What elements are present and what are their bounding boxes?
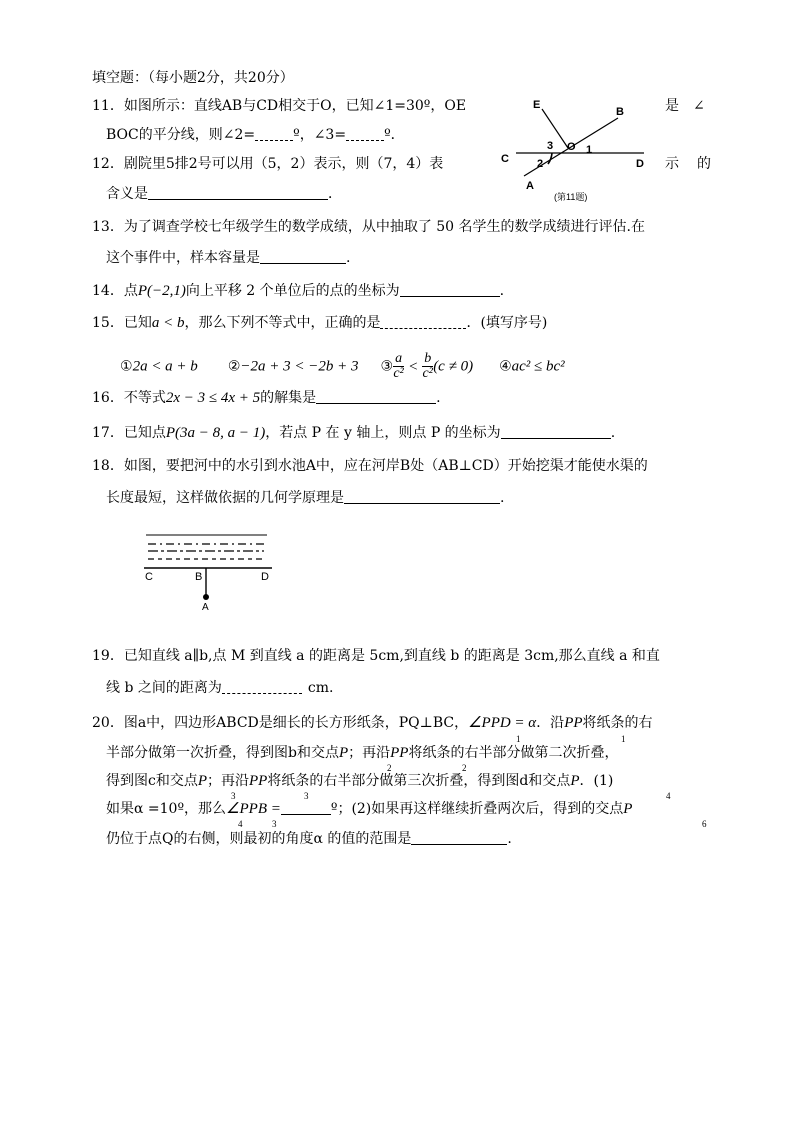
q11-figure — [496, 96, 656, 206]
q13-text-b2: . — [346, 250, 351, 266]
q12-tail-2: 的 — [697, 156, 711, 172]
q20-l3b: ；再沿 — [207, 773, 250, 789]
q20-l4m: ∠PPB = — [226, 801, 281, 817]
q20-sub-9: 3 — [272, 819, 277, 829]
q17-line — [92, 423, 615, 443]
q17-answer[interactable] — [501, 423, 611, 439]
q15-opt3-frac2: $\frac{b}{\text{c²}}$ — [422, 351, 433, 381]
q16-answer[interactable] — [316, 388, 436, 404]
q20-l1m: ∠PPD = α — [468, 715, 537, 731]
q12-text-b2: ． — [328, 186, 342, 202]
label-a: A — [202, 602, 209, 613]
q20-answer-2[interactable] — [411, 829, 507, 845]
q17-math: P(3a − 8, a − 1) — [165, 425, 266, 441]
q11-tail-2: ∠ — [693, 98, 705, 114]
q15-opt2: −2a + 3 < −2b + 3 — [240, 358, 359, 375]
q20-line2 — [106, 743, 618, 763]
q20-l2c: 将纸条的右半部分做第二次折叠， — [408, 745, 619, 761]
section-title: 填空题：（每小题2分，共20分） — [92, 70, 294, 86]
q19-text-b1: 线 b 之间的距离为 — [106, 680, 222, 696]
q18-line1: 18．如图，要把河中的水引到水池A中，应在河岸B处（AB⊥CD）开始挖渠才能使水渠的 — [92, 458, 648, 474]
q13-line1: 13．为了调查学校七年级学生的数学成绩，从中抽取了 50 名学生的数学成绩进行评估.在 — [92, 219, 645, 235]
q20-l1m2: PP — [564, 715, 583, 731]
q20-sub-5: 3 — [231, 791, 236, 801]
q11-figure-caption: (第11题) — [554, 192, 588, 202]
q20-l2b: ；再沿 — [348, 745, 391, 761]
pool-a — [203, 594, 209, 600]
q16-text-a1: 16．不等式 — [92, 390, 166, 406]
q12-tail-1: 示 — [665, 156, 679, 172]
label-b: B — [195, 571, 203, 583]
q17-text-a1: 17．已知点 — [92, 425, 166, 441]
q11-answer-angle3[interactable] — [346, 125, 384, 141]
q13-text-b1: 这个事件中，样本容量是 — [106, 250, 260, 266]
q11-text-b1: BOC的平分线，则∠2= — [106, 127, 256, 143]
q14-answer[interactable] — [400, 281, 500, 297]
q18-answer[interactable] — [344, 488, 500, 504]
q14-line — [92, 281, 504, 301]
q20-sub-10: 6 — [702, 819, 707, 829]
q12-line1 — [92, 154, 443, 174]
q19-line1: 19．已知直线 a∥b,点 M 到直线 a 的距离是 5cm,到直线 b 的距离是 3cm,那么直线 a 和直 — [92, 648, 660, 664]
q19-text-b2: cm. — [307, 680, 334, 696]
q11-line2 — [106, 125, 405, 145]
q15-opt1-label: ① — [120, 358, 133, 375]
q11-text-b2: º，∠3= — [293, 127, 347, 143]
label-1: 1 — [586, 144, 593, 156]
q20-sub-2: 1 — [621, 734, 626, 744]
label-c: C — [145, 571, 153, 583]
q20-line5 — [106, 829, 512, 849]
q20-l2m2: PP — [390, 745, 409, 761]
q18-text-b2: . — [500, 490, 505, 506]
ray-oe — [542, 109, 568, 148]
q15-options — [120, 352, 565, 381]
q12-text-a: 12．剧院里5排2号可以用（5，2）表示，则（7，4）表 — [92, 156, 444, 172]
q20-l5b: . — [507, 831, 512, 847]
q20-line3 — [106, 771, 613, 791]
q18-figure — [140, 530, 280, 620]
label-3: 3 — [547, 140, 554, 152]
q15-opt3-frac1: $\frac{a}{\text{c²}}$ — [393, 351, 404, 381]
q20-l4a: 如果α =10º，那么 — [106, 801, 227, 817]
q15-text-a2: ，那么下列不等式中，正确的是 — [184, 315, 381, 331]
q20-l3m2: PP — [249, 773, 268, 789]
q20-l3c: 将纸条的右半部分做第三次折叠，得到图d和交点 — [267, 773, 571, 789]
label-o: O — [567, 141, 576, 153]
q20-sub-1: 1 — [516, 734, 521, 744]
q13-answer[interactable] — [260, 248, 346, 264]
q12-answer[interactable] — [148, 184, 328, 200]
q20-l3m3: P — [570, 773, 580, 789]
label-a: A — [526, 180, 534, 192]
q15-line — [92, 313, 547, 333]
q20-l4m2: P — [623, 801, 633, 817]
label-e: E — [533, 99, 541, 111]
q15-math: a < b — [151, 315, 185, 331]
q16-line — [92, 388, 441, 408]
q11-answer-angle2[interactable] — [255, 125, 293, 141]
q20-sub-7: 4 — [666, 791, 671, 801]
q20-line4 — [106, 799, 632, 819]
q11-tail-1: 是 — [665, 98, 679, 114]
q15-opt3-label: ③ — [380, 358, 394, 375]
label-d: D — [261, 571, 269, 583]
q15-text-a3: ．(填写序号) — [466, 315, 548, 331]
label-c: C — [501, 153, 509, 165]
q14-text-a3: . — [499, 283, 505, 299]
angle-arc — [548, 153, 552, 164]
q20-sub-4: 2 — [462, 763, 467, 773]
q15-opt1: 2a < a + b — [132, 358, 198, 375]
q12-tail — [665, 154, 711, 174]
q20-l5a: 仍位于点Q的右侧，则最初的角度α 的值的范围是 — [106, 831, 412, 847]
q20-l3a: 得到图c和交点 — [106, 773, 198, 789]
q12-line2 — [106, 184, 342, 204]
q20-sub-3: 2 — [387, 763, 392, 773]
label-2: 2 — [537, 158, 544, 170]
q12-text-b1: 含义是 — [106, 186, 148, 202]
q17-text-a3: . — [610, 425, 616, 441]
q14-text-a1: 14．点 — [92, 283, 138, 299]
q20-l1a: 20．图a中，四边形ABCD是细长的长方形纸条，PQ⊥BC， — [92, 715, 469, 731]
q14-math: P(−2,1) — [137, 283, 186, 299]
q15-answer[interactable] — [380, 313, 466, 329]
q20-l2m: P — [338, 745, 349, 761]
q20-l3d: ．(1) — [579, 773, 614, 789]
q11-text-b3: º． — [384, 127, 405, 143]
q15-opt4: ac² ≤ bc² — [511, 358, 565, 375]
q20-sub-6: 3 — [304, 791, 309, 801]
q18-line2 — [106, 488, 504, 508]
q16-math: 2x − 3 ≤ 4x + 5 — [165, 390, 261, 406]
q20-l2a: 半部分做第一次折叠，得到图b和交点 — [106, 745, 339, 761]
q14-text-a2: 向上平移 2 个单位后的点的坐标为 — [185, 283, 400, 299]
q20-line1 — [92, 713, 653, 733]
q11-line1 — [92, 96, 466, 116]
q19-answer[interactable] — [222, 678, 302, 694]
label-d: D — [636, 158, 644, 170]
q20-answer-1[interactable] — [281, 799, 331, 815]
q11-tail — [665, 96, 705, 116]
q15-opt3-cond: (c ≠ 0) — [433, 358, 474, 375]
label-b: B — [616, 106, 624, 118]
q20-l1b: ．沿 — [536, 715, 565, 731]
q20-sub-8: 4 — [238, 819, 243, 829]
q13-line2 — [106, 248, 350, 268]
q15-opt2-label: ② — [227, 358, 241, 375]
q18-text-b1: 长度最短，这样做依据的几何学原理是 — [106, 490, 344, 506]
q19-line2 — [106, 678, 333, 698]
q20-l3m: P — [197, 773, 208, 789]
q15-text-a1: 15．已知 — [92, 315, 152, 331]
q20-l4b: º；(2)如果再这样继续折叠两次后，得到的交点 — [330, 801, 624, 817]
q15-opt4-label: ④ — [499, 358, 512, 375]
q11-text-a: 11．如图所示：直线AB与CD相交于O，已知∠1=30º，OE — [92, 98, 467, 114]
q17-text-a2: ，若点 P 在 y 轴上，则点 P 的坐标为 — [265, 425, 501, 441]
q20-l1c: 将纸条的右 — [582, 715, 653, 731]
q16-text-a2: 的解集是 — [260, 390, 317, 406]
q16-text-a3: . — [436, 390, 441, 406]
q15-opt3-lt: < — [408, 358, 419, 375]
